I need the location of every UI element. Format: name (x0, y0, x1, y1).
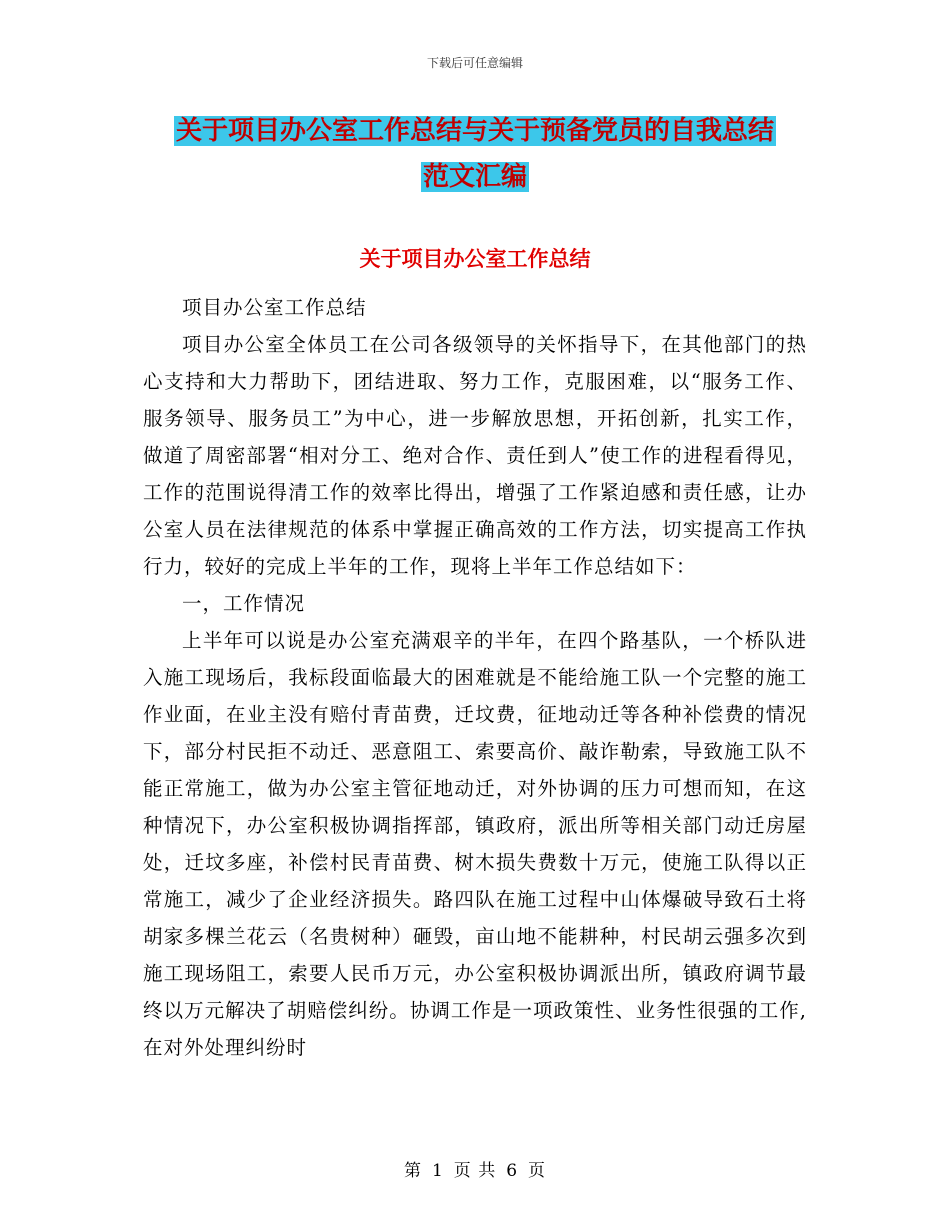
page-footer (0, 1156, 950, 1181)
page-total: 6 (506, 1161, 519, 1181)
page-mid: 页 共 (453, 1161, 497, 1181)
page-prefix: 第 (403, 1161, 422, 1181)
paragraph-heading-work-status: 一，工作情况 (182, 592, 306, 615)
paragraph-subtitle: 项目办公室工作总结 (182, 296, 367, 319)
document-title-line-2: 范文汇编 (422, 162, 527, 192)
paragraph-intro: 项目办公室全体员工在公司各级领导的关怀指导下，在其他部门的热心支持和大力帮助下，团结进取、努力工作，克服困难，以“服务工作、服务领导、服务员工”为中心，进一步解放思想，开拓创新，扎实工作，做道了周密部署“相对分工、绝对合作、责任到人”使工作的进程看得见，工作的范围说得清工作的效率比得出，增强了工作紧迫感和责任感，让办公室人员在法律规范的体系中掌握正确高效的工作方法，切实提高工作执行力，较好的完成上半年的工作，现将上半年工作总结如下： (143, 333, 807, 578)
document-title (0, 108, 950, 200)
page-suffix: 页 (528, 1161, 547, 1181)
paragraph-work-details: 上半年可以说是办公室充满艰辛的半年，在四个路基队，一个桥队进入施工现场后，我标段面临最大的困难就是不能给施工队一个完整的施工作业面，在业主没有赔付青苗费，迁坟费，征地动迁等各种补偿费的情况下，部分村民拒不动迁、恶意阻工、索要高价、敲诈勒索，导致施工队不能正常施工，做为办公室主管征地动迁，对外协调的压力可想而知，在这种情况下，办公室积极协调指挥部，镇政府，派出所等相关部门动迁房屋处，迁坟多座，补偿村民青苗费、树木损失费数十万元，使施工队得以正常施工，减少了企业经济损失。路四队在施工过程中山体爆破导致石土将胡家多棵兰花云（名贵树种）砸毁，亩山地不能耕种，村民胡云强多次到施工现场阻工，索要人民币万元，办公室积极协调派出所，镇政府调节最终以万元解决了胡赔偿纠纷。协调工作是一项政策性、业务性很强的工作,在对外处理纠纷时 (143, 629, 807, 1059)
header-note: 下载后可任意编辑 (426, 56, 523, 70)
section-title: 关于项目办公室工作总结 (359, 246, 591, 271)
document-body (143, 289, 807, 1066)
page-number: 1 (431, 1161, 444, 1181)
document-title-line-1: 关于项目办公室工作总结与关于预备党员的自我总结 (175, 116, 774, 146)
